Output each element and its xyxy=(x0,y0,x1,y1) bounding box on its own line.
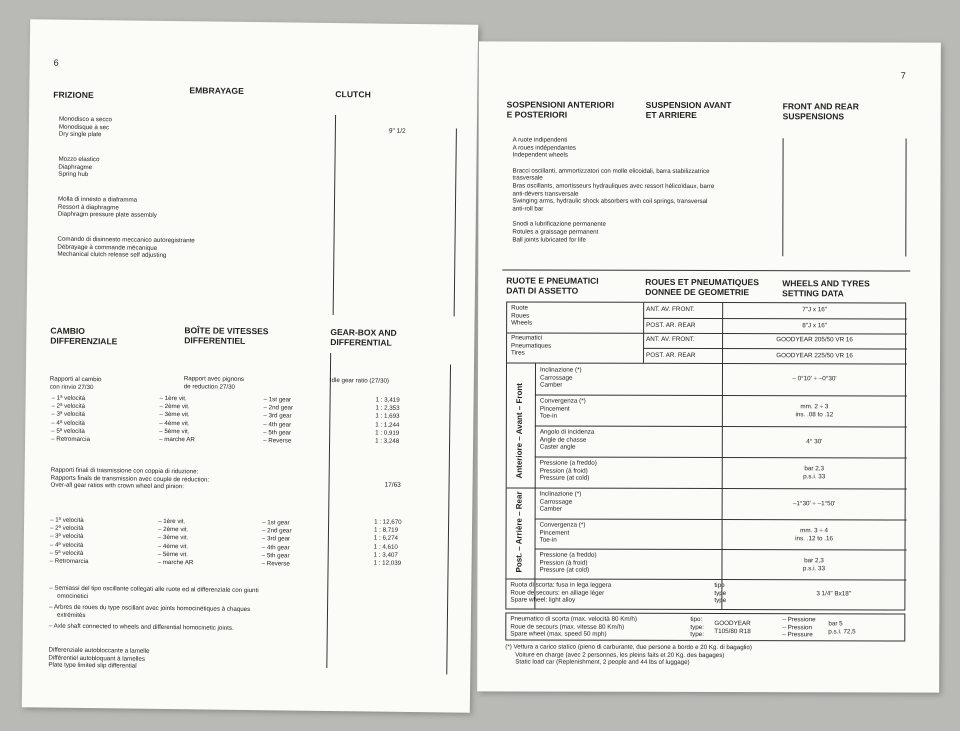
suspension-description: A ruote indipendenti A roues indépendantes Independent wheels Bracci oscillanti, ammortizzatori con molle elicoidali, barra stabilizzatrice trasversale Bras oscillants, amortisseurs hydrauliques avec ressort hélicoïdaux, barre anti-dévers transversale Swinging arms, hydraulic shock absorbers with coil springs, transversal anti-roll bar Snodi a lubrificazione permanente Rotules a graissage permanent Ball joints lubricated for life xyxy=(512,136,715,244)
tires-label: Pneumatici Pneumatiques Tires xyxy=(511,334,552,357)
front-section-label: Anteriore – Avant – Front xyxy=(514,383,524,479)
spare-tire-pressure-label: – Pressione – Pression – Pressure xyxy=(782,616,816,639)
divider xyxy=(333,115,336,315)
gears-en-list: – 1st gear – 2nd gear – 3rd gear – 4th gear – 5th gear – Reverse xyxy=(263,396,294,445)
final-ratio-label: Rapporti finali di trasmissione con coppia di riduzione: Rapports finals de transmission avec couple de réduction: Over-all gear ratios with crown wheel and pinion: xyxy=(50,466,210,491)
wheels-header-it: RUOTE E PNEUMATICI DATI DI ASSETTO xyxy=(506,275,599,296)
front-pressure-label: Pressione (a freddo) Pression (à froid) Pressure (at cold) xyxy=(539,459,597,482)
section-rule xyxy=(502,269,910,271)
front-toe-value: mm. 2 ÷ 3 ins. .08 to .12 xyxy=(795,403,834,418)
wheels-label: Ruote Roues Wheels xyxy=(511,304,533,327)
divider xyxy=(326,353,331,668)
spare-tire-brand: GOODYEAR T105/80 R18 xyxy=(714,620,751,635)
suspension-header-it: SOSPENSIONI ANTERIORI E POSTERIORI xyxy=(506,99,615,120)
final-ratios-list: 1 : 12,670 1 : 8,719 1 : 6,274 1 : 4,610 1 : 3,407 1 : 12,039 xyxy=(373,518,402,567)
divider xyxy=(454,128,457,316)
front-toe-label: Convergenza (*) Pincement Toe-in xyxy=(539,397,586,420)
axle-note: – Semiassi del tipo oscillante collegati alle ruote ed al differenziale con giunti omocinetici – Arbres de roues du type oscillant avec joints homocinétiques à chaques extrémités – Axle shaft connected to wheels and differential homocinetic joints. xyxy=(48,584,259,633)
gears-it-list: – 1ª velocità – 2ª velocità – 3ª velocità – 4ª velocità – 5ª velocità – Retromarcia xyxy=(49,516,89,566)
spare-tire-pressure-value: bar 5 p.s.i. 72,5 xyxy=(828,620,856,635)
page-number: 7 xyxy=(900,70,906,81)
rear-camber-value: –1°30' ÷ –1°50' xyxy=(792,500,836,508)
front-label: ANT. AV. FRONT. xyxy=(646,335,695,343)
clutch-header-en: CLUTCH xyxy=(335,89,371,100)
gears-fr-list: – 1ère vit. – 2ème vit. – 3ème vit. – 4ème vit. – 5ème vit. – marche AR xyxy=(157,517,194,567)
wheels-table xyxy=(505,301,906,610)
tire-rear-value: GOODYEAR 225/50 VR 16 xyxy=(776,352,853,360)
clutch-value: 9" 1/2 xyxy=(388,127,406,135)
gear-ratios-list: 1 : 3,419 1 : 2,353 1 : 1,693 1 : 1,244 1 : 0,919 1 : 3,248 xyxy=(375,396,400,445)
front-caster-value: 4° 30' xyxy=(806,438,823,446)
gearbox-header-it: CAMBIO DIFFERENZIALE xyxy=(50,325,118,347)
spare-wheel-label: Ruota di scorta: fusa in lega leggera Roue de secours: en alliage léger Spare wheel: light alloy xyxy=(510,581,612,604)
gearbox-header-en: GEAR-BOX AND DIFFERENTIAL xyxy=(330,326,397,348)
clutch-item: Mozzo elastico Diaphragme Spring hub xyxy=(58,155,100,179)
gearbox-header-fr: BOÎTE DE VITESSES DIFFERENTIEL xyxy=(184,325,269,346)
page-number: 6 xyxy=(53,57,59,68)
left-page xyxy=(22,19,478,712)
wheels-header-en: WHEELS AND TYRES SETTING DATA xyxy=(782,278,870,299)
spare-tire-table xyxy=(505,612,905,641)
footnote: (*) Vettura a carico statico (pieno di carburante, due persone a bordo e 20 Kg. di bagaglio) Voiture en charge (avec 2 personnes, les pleins faits et 20 Kg. des bagages) Static load car (Replenishment, 2 people and 44 lbs of luggage) xyxy=(505,643,752,667)
front-camber-label: Inclinazione (*) Carrossage Camber xyxy=(539,366,582,389)
divider xyxy=(782,138,783,256)
gears-it-list: – 1ª velocità – 2ª velocità – 3ª velocità – 4ª velocità – 5ª velocità – Retromarcia xyxy=(51,394,90,444)
clutch-header-it: FRIZIONE xyxy=(53,89,94,101)
right-page xyxy=(477,41,941,692)
rear-camber-label: Inclinazione (*) Carrossage Camber xyxy=(539,490,582,513)
clutch-item: Comando di disinnesto meccanico autoregistrante Débrayage à commande mécanique Mechanical clutch release self adjusting xyxy=(57,235,195,260)
spare-tire-type: tipo: type: type: xyxy=(690,615,704,639)
suspension-header-en: FRONT AND REAR SUSPENSIONS xyxy=(782,101,859,122)
clutch-item: Monodisco a secco Monodisque à sec Dry single plate xyxy=(58,115,113,139)
wheel-front-value: 7"J x 16" xyxy=(802,306,828,314)
wheel-rear-value: 8"J x 16" xyxy=(802,322,828,330)
clutch-header-fr: EMBRAYAGE xyxy=(189,85,245,96)
rear-label: POST. AR. REAR xyxy=(646,351,696,359)
ratio-label-en: Idle gear ratio (27/30) xyxy=(329,376,390,385)
divider xyxy=(905,139,906,257)
final-ratio-value: 17/63 xyxy=(384,481,401,489)
rear-toe-label: Convergenza (*) Pincement Toe-in xyxy=(539,521,586,544)
ratio-label-it: Rapporti al cambio con rinvio 27/30 xyxy=(49,375,102,391)
rear-label: POST. AR. REAR xyxy=(646,321,696,329)
front-pressure-value: bar 2,3 p.s.i. 33 xyxy=(803,465,826,480)
ratio-label-fr: Rapport avec pignons de reduction 27/30 xyxy=(183,375,245,391)
spare-tire-label: Pneumatico di scorta (max. velocità 80 Km/h) Roue de secours (max. vitesse 80 Km/h) Spare wheel (max. speed 50 mph) xyxy=(510,615,638,638)
suspension-header-fr: SUSPENSION AVANT ET ARRIERE xyxy=(645,99,732,120)
front-label: ANT. AV. FRONT. xyxy=(646,305,695,313)
differential-note: Differenziale autobloccante a lamelle Différentiel autobloquant à lamelles Plate type limited slip differential xyxy=(48,646,150,670)
rear-toe-value: mm. 3 ÷ 4 ins. .12 to .16 xyxy=(795,527,833,542)
rear-pressure-label: Pressione (a freddo) Pression (à froid) Pressure (at cold) xyxy=(539,551,597,574)
front-camber-value: – 0°10' ÷ –0°30' xyxy=(792,375,837,383)
rear-pressure-value: bar 2,3 p.s.i. 33 xyxy=(802,557,826,572)
wheels-header-fr: ROUES ET PNEUMATIQUES DONNEE DE GEOMETRIE xyxy=(645,276,759,298)
spare-wheel-value: 3 1/4" Bx18" xyxy=(816,590,851,598)
clutch-item: Molla di innesto a diaframma Ressort à diaphragme Diaphragm pressure plate assembly xyxy=(57,195,157,220)
gears-en-list: – 1st gear – 2nd gear – 3rd gear – 4th gear – 5th gear – Reverse xyxy=(261,519,292,568)
tire-front-value: GOODYEAR 205/50 VR 16 xyxy=(776,336,853,344)
front-caster-label: Angolo di incidenza Angle de chasse Caster angle xyxy=(539,428,595,451)
divider xyxy=(446,364,451,674)
gears-fr-list: – 1ère vit. – 2ème vit. – 3ème vit. – 4ème vit. – 5ème vit. – marche AR xyxy=(159,394,195,444)
rear-section-label: Post. – Arrière – Rear xyxy=(514,491,524,573)
spare-wheel-type: tipo type type xyxy=(714,582,727,605)
